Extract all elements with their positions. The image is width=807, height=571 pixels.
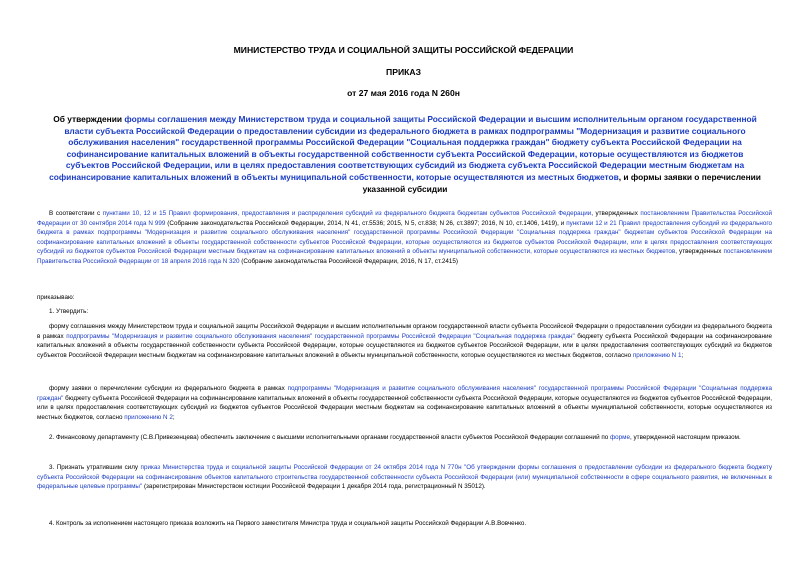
paragraph-text: ; (172, 413, 175, 421)
date-number-heading: от 27 мая 2016 года N 260н (347, 88, 460, 98)
form-2-paragraph (37, 384, 772, 422)
prikazyvayu: приказываю: (37, 294, 75, 301)
form-1-paragraph (37, 322, 772, 360)
paragraph-text: (зарегистрирован Министерством юстиции Российской Федерации 1 декабря 2014 года, регистрационный N 35012). (142, 483, 486, 490)
item-3-paragraph (37, 463, 772, 492)
paragraph-text: ; (681, 351, 684, 359)
paragraph-text: форму соглашения между Министерством труда и социальной защиты Российской Федерации и высшим исполнительным органом государственной власти субъекта Российской Федерации о предоставлении субсидии из федерального бюджета в рамках (37, 323, 772, 340)
document-title (47, 114, 763, 195)
link-postanovlenie-320[interactable]: постановлением Правительства Российской Федерации от 18 апреля 2016 года N 320 (37, 248, 772, 265)
title-link[interactable]: формы соглашения между Министерством труда и социальной защиты Российской Федерации и высшим исполнительным органом государственной власти субъекта Российской Федерации о предоставлении субсидии из федерального бюджета в рамках подпрограммы "Модернизация и развитие социального обслуживания населения" государственной программы Российской Федерации "Социальная поддержка граждан" бюджету субъекта Российской Федерации на софинансирование капитальных вложений в объекты государственной собственности субъекта Российской Федерации, которые осуществляются из бюджетов субъектов Российской Федерации, или в целях предоставления соответствующих субсидий из бюджета субъекта Российской Федерации местным бюджетам на софинансирование капитальных вложений в объекты муниципальной собственности, которые осуществляются из местных бюджетов (49, 114, 757, 182)
preamble-text: (Собрание законодательства Российской Федерации, 2014, N 41, ст.5536; 2015, N 5, ст.838; N 26, ст.3897; 2016, N 10, ст.1406, 1419), и (165, 219, 567, 227)
link-form[interactable]: форме (610, 434, 631, 441)
paragraph-text: 2. Финансовому департаменту (С.В.Привезенцева) обеспечить заключение с высшими исполнительными органами государственной власти субъектов Российской Федерации соглашений по (49, 434, 610, 441)
doc-type-heading: ПРИКАЗ (386, 67, 421, 77)
link-appendix-2[interactable]: приложению N 2 (124, 413, 173, 421)
link-rules-999[interactable]: пунктами 10, 12 и 15 Правил формирования, предоставления и распределения субсидий из федерального бюджета бюджетам субъектов Российской Федерации (102, 210, 592, 217)
paragraph-text: бюджету субъекта Российской Федерации на софинансирование капитальных вложений в объекты государственной собственности субъекта Российской Федерации, которые осуществляются из бюджетов субъектов Российской Федерации, или в целях предоставления соответствующих субсидий из бюджетов субъектов Российской Федерации местным бюджетам на софинансирование капитальных вложений в объекты муниципальной собственности, которые осуществляются из местных бюджетов, согласно (37, 394, 772, 421)
paragraph-text: 3. Признать утратившим силу (49, 464, 141, 471)
paragraph-text: , утвержденной настоящим приказом. (630, 434, 741, 441)
link-prikaz-770n[interactable]: приказ Министерства труда и социальной защиты Российской Федерации от 24 октября 2014 года N 770н "Об утверждении формы соглашения о предоставлении субсидии из федерального бюджета бюджету субъекта Российской Федерации на софинансирование объектов капитального строительства государственной собственности субъекта Российской Федерации (или) муниципальной собственности в сфере социального развития, не включенных в федеральные целевые программы" (37, 464, 772, 490)
preamble-text: , утвержденных (675, 248, 724, 255)
title-prefix: Об утверждении (53, 114, 125, 124)
link-postanovlenie-999[interactable]: постановлением Правительства Российской Федерации от 30 сентября 2014 года N 999 (37, 210, 773, 227)
link-appendix-1[interactable]: приложению N 1 (632, 351, 682, 359)
item-1: 1. Утвердить: (49, 308, 89, 315)
item-4-paragraph: 4. Контроль за исполнением настоящего приказа возложить на Первого заместителя Министра труда и социальной защиты Российской Федерации А.В.Вовченко. (49, 520, 527, 527)
preamble-text: В соответствии с (49, 210, 103, 217)
ministry-heading: МИНИСТЕРСТВО ТРУДА И СОЦИАЛЬНОЙ ЗАЩИТЫ РОССИЙСКОЙ ФЕДЕРАЦИИ (233, 45, 574, 55)
title-suffix: , и формы заявки о перечислении указанной субсидии (362, 171, 761, 194)
link-subprogram[interactable]: подпрограммы "Модернизация и развитие социального обслуживания населения" государственной программы Российской Федерации "Социальная поддержка граждан" (66, 332, 575, 340)
preamble-paragraph (37, 209, 772, 266)
link-subprogram[interactable]: подпрограммы "Модернизация и развитие социального обслуживания населения" государственной программы Российской Федерации "Социальная поддержка граждан" (37, 385, 772, 402)
paragraph-text: бюджету субъекта Российской Федерации на софинансирование капитальных вложений в объекты государственной собственности субъекта Российской Федерации, которые осуществляются из бюджетов субъектов Российской Федерации, или в целях предоставления соответствующих субсидий из бюджетов субъектов Российской Федерации местным бюджетам на софинансирование капитальных вложений в объекты муниципальной собственности, которые осуществляются из местных бюджетов, согласно (37, 332, 772, 359)
item-2-paragraph (37, 433, 772, 443)
paragraph-text: форму заявки о перечислении субсидии из федерального бюджета в рамках (49, 385, 288, 392)
link-rules-320[interactable]: пунктами 12 и 21 Правил предоставления субсидий из федерального бюджета в рамках подпрограммы "Модернизация и развитие социального обслуживания населения" государственной программы Российской Федерации "Социальная поддержка граждан" бюджетам субъектов Российской Федерации на софинансирование капитальных вложений в объекты государственной собственности субъектов Российской Федерации, которые осуществляются из бюджетов субъектов Российской Федерации, или в целях предоставления соответствующих субсидий из бюджетов субъектов Российской Федерации местным бюджетам на софинансирование капитальных вложений в объекты муниципальной собственности, которые осуществляются из местных бюджетов (37, 219, 773, 255)
preamble-text: (Собрание законодательства Российской Федерации, 2016, N 17, ст.2415) (239, 257, 458, 265)
preamble-text: , утвержденных (591, 210, 641, 217)
